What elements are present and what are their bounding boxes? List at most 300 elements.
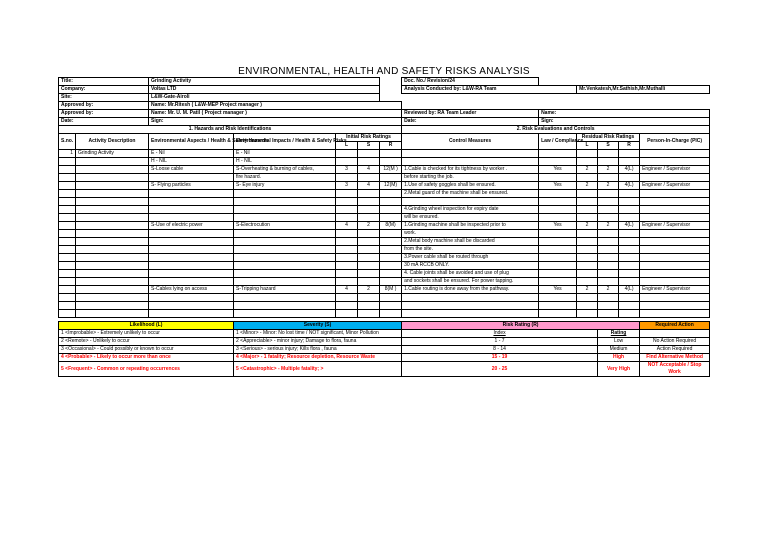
cell-law: [539, 254, 577, 262]
cell-impact: [234, 238, 336, 246]
cell-impact: [234, 302, 336, 310]
cell-r: [380, 198, 402, 206]
legend-action-item: [640, 330, 710, 338]
header-initial-r: R: [380, 142, 402, 150]
cell-rs: [598, 278, 619, 286]
cell-s: [358, 158, 380, 166]
cell-law: [539, 302, 577, 310]
table-row: [59, 158, 710, 166]
cell-control: 4. Cable joints shall be avoided and use of plug: [402, 270, 539, 278]
table-row: [59, 278, 710, 286]
legend-row: [59, 354, 710, 362]
cell-pic: Engineer / Supervisor: [640, 182, 710, 190]
date-label: Date:: [59, 118, 149, 126]
cell-law: [539, 294, 577, 302]
table-row: [59, 198, 710, 206]
cell-rl: [577, 262, 598, 270]
cell-law: Yes: [539, 222, 577, 230]
cell-pic: [640, 270, 710, 278]
cell-activity: [76, 246, 149, 254]
cell-r: [380, 174, 402, 182]
legend-rating-item: Low: [598, 338, 640, 346]
table-row: [59, 310, 710, 318]
cell-rr: [619, 190, 640, 198]
cell-activity: [76, 294, 149, 302]
cell-s: [358, 270, 380, 278]
cell-pic: [640, 206, 710, 214]
legend-row: [59, 338, 710, 346]
cell-s: [358, 150, 380, 158]
cell-rr: [619, 238, 640, 246]
cell-rs: [598, 198, 619, 206]
cell-aspect: [149, 198, 234, 206]
cell-law: [539, 174, 577, 182]
cell-control: 1.Cable routing is done away from the pathway.: [402, 286, 539, 294]
cell-law: [539, 214, 577, 222]
cell-l: [336, 254, 358, 262]
cell-s: 4: [358, 166, 380, 174]
cell-r: [380, 262, 402, 270]
header-impacts: Environmental Impacts / Health & Safety Risks: [234, 134, 336, 150]
cell-rs: [598, 238, 619, 246]
cell-rl: [577, 246, 598, 254]
cell-l: [336, 270, 358, 278]
table-row: [59, 206, 710, 214]
cell-l: [336, 150, 358, 158]
cell-rl: 2: [577, 222, 598, 230]
cell-law: [539, 278, 577, 286]
cell-control: [402, 150, 539, 158]
cell-aspect: [149, 302, 234, 310]
cell-control: [402, 294, 539, 302]
cell-rr: 4(L): [619, 222, 640, 230]
cell-impact: E - Nil: [234, 150, 336, 158]
table-row: [59, 262, 710, 270]
legend-likelihood-item: 2 <Remote> - Unlikely to occur: [59, 338, 234, 346]
cell-rl: 2: [577, 166, 598, 174]
legend-index-item: 1 - 7: [402, 338, 598, 346]
cell-rs: [598, 302, 619, 310]
cell-rl: [577, 190, 598, 198]
table-row: [59, 150, 710, 158]
cell-rr: [619, 262, 640, 270]
cell-s: 2: [358, 222, 380, 230]
cell-s: 4: [358, 182, 380, 190]
cell-s: [358, 174, 380, 182]
cell-activity: [76, 198, 149, 206]
cell-r: [380, 294, 402, 302]
cell-sno: [59, 190, 76, 198]
cell-activity: [76, 270, 149, 278]
cell-aspect: [149, 310, 234, 318]
legend-row: [59, 330, 710, 338]
cell-pic: [640, 214, 710, 222]
cell-r: [380, 190, 402, 198]
cell-rs: 2: [598, 222, 619, 230]
header-sno: S.no.: [59, 134, 76, 150]
title-value: Grinding Activity: [149, 78, 380, 86]
cell-rs: [598, 206, 619, 214]
legend-rating-item: Medium: [598, 346, 640, 354]
cell-rl: [577, 198, 598, 206]
cell-activity: [76, 206, 149, 214]
cell-rs: [598, 262, 619, 270]
cell-activity: [76, 238, 149, 246]
cell-control: 3.Power cable shall be routed through: [402, 254, 539, 262]
legend-likelihood-item: 4 <Probable> - Likely to occur more than once: [59, 354, 234, 362]
table-row: [59, 230, 710, 238]
cell-rl: [577, 270, 598, 278]
cell-impact: [234, 246, 336, 254]
cell-rs: [598, 246, 619, 254]
cell-s: [358, 206, 380, 214]
cell-impact: [234, 270, 336, 278]
cell-activity: [76, 278, 149, 286]
legend-row: [59, 362, 710, 377]
cell-control: 2.Metal guard of the machine shall be ensured.: [402, 190, 539, 198]
title-label: Title:: [59, 78, 149, 86]
cell-aspect: [149, 294, 234, 302]
cell-pic: [640, 198, 710, 206]
cell-l: [336, 174, 358, 182]
cell-control: [402, 302, 539, 310]
cell-rl: [577, 150, 598, 158]
cell-rs: [598, 190, 619, 198]
cell-control: and sockets shall be ensured. For power tapping.: [402, 278, 539, 286]
cell-r: [380, 150, 402, 158]
cell-sno: [59, 270, 76, 278]
cell-pic: Engineer / Supervisor: [640, 286, 710, 294]
cell-aspect: H - NIL: [149, 158, 234, 166]
cell-s: [358, 302, 380, 310]
cell-s: [358, 262, 380, 270]
document-title: ENVIRONMENTAL, HEALTH AND SAFETY RISKS ANALYSIS: [238, 66, 530, 77]
cell-r: [380, 270, 402, 278]
cell-pic: [640, 230, 710, 238]
reviewer-name-label: Name:: [539, 110, 710, 118]
cell-control: 1.Grinding machine shall be inspected prior to: [402, 222, 539, 230]
cell-rs: [598, 310, 619, 318]
cell-rr: [619, 270, 640, 278]
header-initial-l: L: [336, 142, 358, 150]
cell-sno: [59, 198, 76, 206]
cell-control: 2.Metal body machine shall be discarded: [402, 238, 539, 246]
cell-impact: S-Electrocution: [234, 222, 336, 230]
cell-impact: [234, 206, 336, 214]
cell-r: [380, 158, 402, 166]
cell-r: [380, 246, 402, 254]
cell-rr: [619, 294, 640, 302]
header-initial-s: S: [358, 142, 380, 150]
cell-s: [358, 310, 380, 318]
cell-l: [336, 310, 358, 318]
cell-pic: Engineer / Supervisor: [640, 222, 710, 230]
table-row: [59, 302, 710, 310]
cell-aspect: E - Nil: [149, 150, 234, 158]
sign-label-2: Sign:: [539, 118, 710, 126]
cell-law: [539, 230, 577, 238]
cell-rr: [619, 310, 640, 318]
cell-s: [358, 214, 380, 222]
cell-r: [380, 278, 402, 286]
cell-pic: [640, 158, 710, 166]
cell-control: [402, 310, 539, 318]
cell-l: 4: [336, 222, 358, 230]
doc-number: Doc. No./ Revision/24: [402, 78, 539, 86]
cell-s: [358, 246, 380, 254]
legend-index-item: Index: [402, 330, 598, 338]
cell-law: [539, 262, 577, 270]
cell-control: will be ensured.: [402, 214, 539, 222]
cell-rr: [619, 214, 640, 222]
approved-by-label: Approved by:: [59, 102, 149, 110]
cell-law: Yes: [539, 166, 577, 174]
cell-rl: [577, 310, 598, 318]
cell-rs: [598, 150, 619, 158]
cell-rs: 2: [598, 166, 619, 174]
cell-pic: [640, 302, 710, 310]
sign-label: Sign:: [149, 118, 402, 126]
cell-rr: [619, 246, 640, 254]
cell-rr: [619, 174, 640, 182]
cell-impact: [234, 294, 336, 302]
cell-activity: [76, 230, 149, 238]
cell-rl: [577, 174, 598, 182]
cell-law: [539, 198, 577, 206]
cell-impact: [234, 262, 336, 270]
legend-severity-item: 5 <Catastrophic> - Multiple fatality; >: [234, 362, 402, 377]
cell-aspect: [149, 238, 234, 246]
cell-control: before starting the job.: [402, 174, 539, 182]
header-residual-l: L: [577, 142, 598, 150]
cell-rl: [577, 278, 598, 286]
cell-activity: [76, 302, 149, 310]
cell-law: [539, 158, 577, 166]
company-value: Voltas LTD: [149, 86, 380, 94]
cell-l: [336, 302, 358, 310]
cell-r: 12(M ): [380, 166, 402, 174]
cell-s: [358, 238, 380, 246]
company-label: Company:: [59, 86, 149, 94]
cell-l: [336, 238, 358, 246]
cell-activity: [76, 166, 149, 174]
cell-activity: Grinding Activity: [76, 150, 149, 158]
cell-activity: [76, 286, 149, 294]
cell-law: Yes: [539, 286, 577, 294]
approved-by-value-2: Name: Mr. U. M. Patil ( Project manager ): [149, 110, 402, 118]
legend-action-item: Find Alternative Method: [640, 354, 710, 362]
cell-sno: [59, 302, 76, 310]
cell-pic: Engineer / Supervisor: [640, 166, 710, 174]
cell-activity: [76, 222, 149, 230]
cell-sno: [59, 182, 76, 190]
cell-rs: [598, 270, 619, 278]
cell-sno: [59, 214, 76, 222]
cell-aspect: S-Use of electric power: [149, 222, 234, 230]
cell-activity: [76, 190, 149, 198]
cell-pic: [640, 174, 710, 182]
header-residual-r: R: [619, 142, 640, 150]
cell-rr: [619, 254, 640, 262]
cell-aspect: [149, 254, 234, 262]
cell-s: [358, 230, 380, 238]
cell-law: [539, 310, 577, 318]
table-row: [59, 214, 710, 222]
cell-rl: 2: [577, 182, 598, 190]
cell-law: [539, 238, 577, 246]
cell-rl: [577, 230, 598, 238]
cell-sno: [59, 278, 76, 286]
table-row: [59, 166, 710, 174]
table-row: [59, 270, 710, 278]
header-residual-s: S: [598, 142, 619, 150]
cell-rr: [619, 206, 640, 214]
legend-index-item: 20 - 25: [402, 362, 598, 377]
legend-action-item: No Action Required: [640, 338, 710, 346]
cell-pic: [640, 262, 710, 270]
table-row: [59, 246, 710, 254]
cell-law: [539, 270, 577, 278]
cell-control: [402, 198, 539, 206]
cell-pic: [640, 246, 710, 254]
header-residual-risk: Residual Risk Ratings: [577, 134, 640, 142]
cell-pic: [640, 310, 710, 318]
cell-sno: [59, 310, 76, 318]
cell-pic: [640, 294, 710, 302]
risk-analysis-sheet: [58, 77, 710, 377]
legend-rating-title: Risk Rating (R): [402, 322, 640, 330]
legend-likelihood-title: Likelihood (L): [59, 322, 234, 330]
cell-pic: [640, 254, 710, 262]
cell-sno: 1: [59, 150, 76, 158]
cell-aspect: [149, 214, 234, 222]
cell-l: [336, 262, 358, 270]
cell-s: [358, 190, 380, 198]
cell-activity: [76, 214, 149, 222]
cell-impact: H - NIL: [234, 158, 336, 166]
cell-pic: [640, 190, 710, 198]
cell-impact: S-Overheating & burning of cables,: [234, 166, 336, 174]
legend-likelihood-item: 3 <Occasional> - Could possibly or known to occur: [59, 346, 234, 354]
cell-l: 3: [336, 166, 358, 174]
cell-control: work.: [402, 230, 539, 238]
cell-l: [336, 278, 358, 286]
cell-control: 4.Grinding wheel inspection for expiry date: [402, 206, 539, 214]
table-row: [59, 190, 710, 198]
cell-activity: [76, 254, 149, 262]
cell-l: 4: [336, 286, 358, 294]
cell-law: [539, 190, 577, 198]
cell-aspect: [149, 206, 234, 214]
cell-rr: 4(L): [619, 286, 640, 294]
cell-rs: [598, 254, 619, 262]
cell-impact: [234, 278, 336, 286]
cell-r: [380, 310, 402, 318]
cell-aspect: [149, 246, 234, 254]
cell-impact: [234, 198, 336, 206]
cell-impact: [234, 230, 336, 238]
cell-aspect: S- Flying particles: [149, 182, 234, 190]
cell-rl: [577, 254, 598, 262]
cell-sno: [59, 166, 76, 174]
cell-pic: [640, 278, 710, 286]
table-row: [59, 222, 710, 230]
legend-severity-title: Severity (S): [234, 322, 402, 330]
cell-activity: [76, 182, 149, 190]
section-hazard-identification: 1. Hazards and Risk Identifications: [59, 126, 402, 134]
cell-rr: [619, 198, 640, 206]
cell-l: [336, 206, 358, 214]
cell-rs: [598, 158, 619, 166]
cell-impact: [234, 190, 336, 198]
table-row: [59, 294, 710, 302]
cell-sno: [59, 286, 76, 294]
cell-control: from the site.: [402, 246, 539, 254]
legend-rating-item: High: [598, 354, 640, 362]
table-row: [59, 286, 710, 294]
header-law-compliance: Law / Compliance: [539, 134, 577, 150]
cell-sno: [59, 230, 76, 238]
cell-rr: 4(L): [619, 182, 640, 190]
cell-rr: [619, 230, 640, 238]
cell-sno: [59, 262, 76, 270]
legend-likelihood-item: 5 <Frequent> - Common or repeating occurrences: [59, 362, 234, 377]
cell-rs: 2: [598, 182, 619, 190]
cell-rl: [577, 294, 598, 302]
legend-likelihood-item: 1 <Improbable> - Extremely unlikely to occur: [59, 330, 234, 338]
cell-rr: [619, 302, 640, 310]
cell-rs: [598, 214, 619, 222]
cell-aspect: [149, 190, 234, 198]
cell-aspect: [149, 230, 234, 238]
cell-rl: [577, 158, 598, 166]
cell-s: 2: [358, 286, 380, 294]
cell-r: 12(M): [380, 182, 402, 190]
cell-control: 30 mA RCCB ONLY.: [402, 262, 539, 270]
legend-severity-item: 2 <Appreciable> - minor injury; Damage to flora, fauna: [234, 338, 402, 346]
cell-rl: 2: [577, 286, 598, 294]
cell-sno: [59, 158, 76, 166]
cell-rl: [577, 302, 598, 310]
legend-rating-item: Rating: [598, 330, 640, 338]
cell-l: [336, 158, 358, 166]
site-label: Site:: [59, 94, 149, 102]
cell-rs: [598, 174, 619, 182]
cell-r: [380, 214, 402, 222]
legend-index-item: 15 - 19: [402, 354, 598, 362]
header-activity: Activity Description: [76, 134, 149, 150]
cell-l: [336, 246, 358, 254]
cell-r: 8(M): [380, 222, 402, 230]
legend-action-title: Required Action: [640, 322, 710, 330]
cell-rr: [619, 278, 640, 286]
cell-law: [539, 246, 577, 254]
cell-sno: [59, 174, 76, 182]
cell-aspect: [149, 262, 234, 270]
cell-l: [336, 190, 358, 198]
cell-control: 1.Use of safety goggles shall be ensured.: [402, 182, 539, 190]
reviewed-by-label: Reviewed by: RA Team Leader: [402, 110, 539, 118]
section-risk-evaluation: 2. Risk Evaluations and Controls: [402, 126, 710, 134]
legend-severity-item: 4 <Major> - 1 fatality; Resource depletion, Resource Waste: [234, 354, 402, 362]
cell-sno: [59, 294, 76, 302]
cell-activity: [76, 174, 149, 182]
cell-rl: [577, 238, 598, 246]
date-label-2: Date:: [402, 118, 539, 126]
legend-action-item: NOT Acceptable / Stop Work: [640, 362, 710, 377]
cell-law: Yes: [539, 182, 577, 190]
cell-s: [358, 198, 380, 206]
